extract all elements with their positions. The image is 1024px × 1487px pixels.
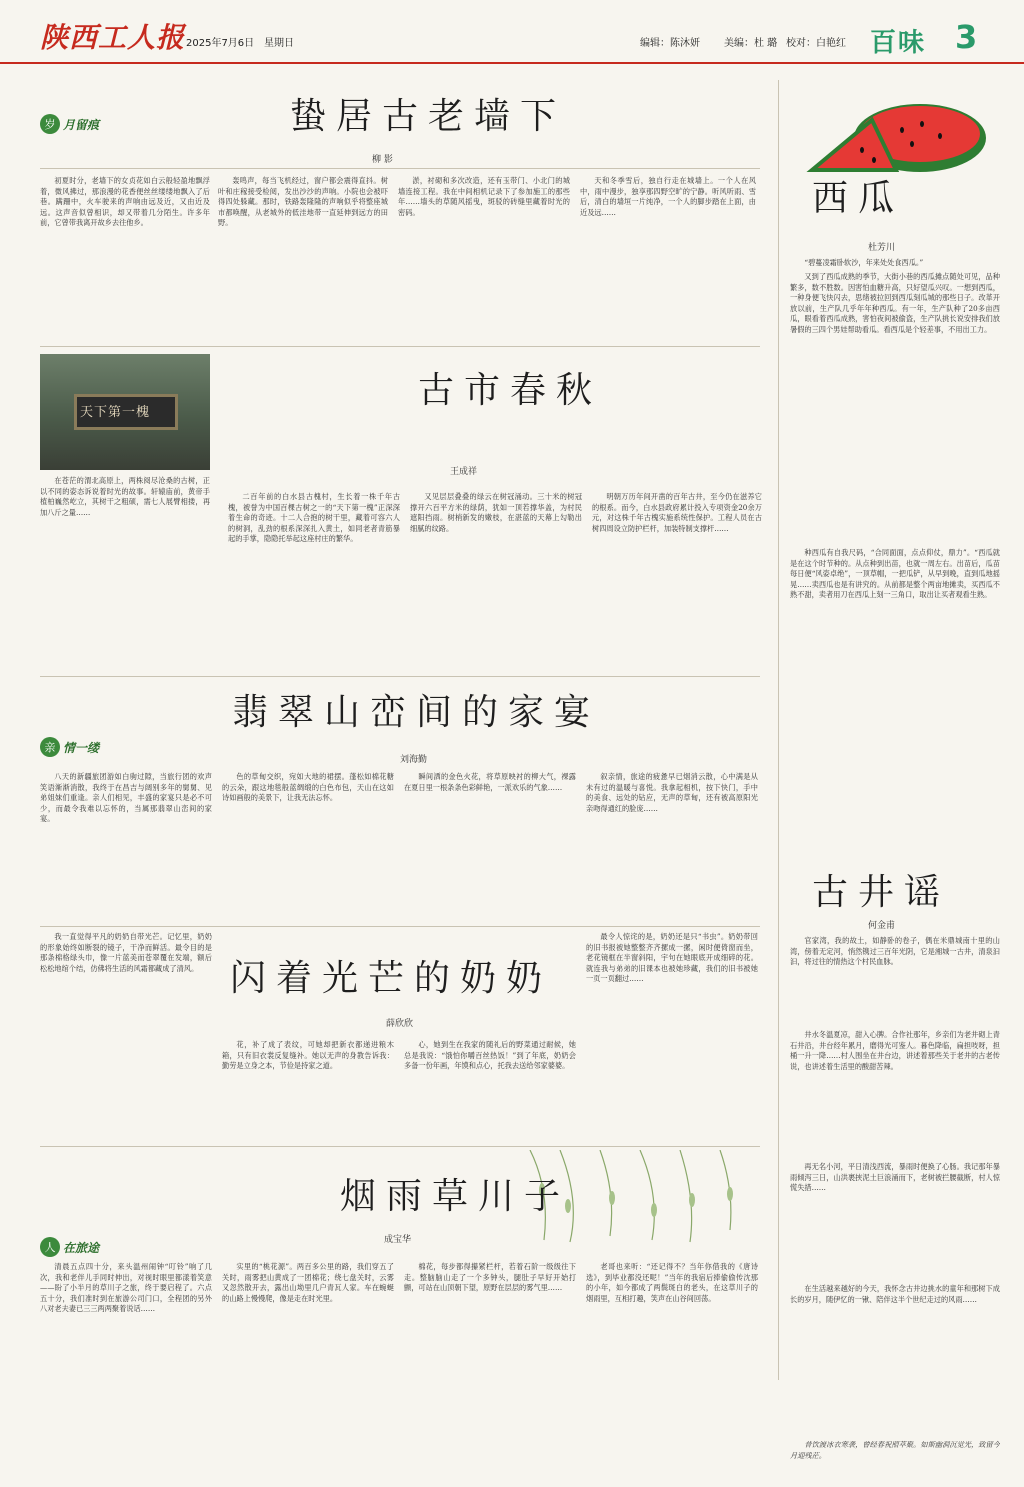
article-title-caochuanzi: 烟雨草川子 <box>340 1176 571 1217</box>
article-author-zheju: 柳 影 <box>372 155 393 165</box>
watermelon-illustration <box>792 80 992 176</box>
newspaper-logo: 陕西工人报 <box>40 21 186 54</box>
paragraph: 清晨五点四十分，来头温州闹钟“叮铃”响了几次，我和老伴儿手同时伸出，对视时眼里都漾着笑意——盼了小半月的草川子之旅，终于要启程了。六点五十分，我们准时到在旅游公司门口，全程团的另外八对老夫妻已三三两两聚着说话…… <box>40 1262 212 1313</box>
article-body-column <box>40 176 210 344</box>
paragraph: 叙亲情，旅途的疲惫早已烟消云散，心中满是从未有过的温暖与喜悦。我拿起相机，按下快门，手中的美食、远处的钻应，无声的草甸，还有被高原阳光亲吻得通红的脸庞…… <box>586 772 758 813</box>
article-body-column <box>790 548 1000 836</box>
photo-ancient-tree-plaque <box>40 354 210 470</box>
editor-credit: 编辑：陈沐妍 <box>640 38 700 49</box>
article-title-gujingyao: 古井谣 <box>812 872 951 913</box>
tag-circle: 亲 <box>40 737 60 757</box>
article-title-jiayan: 翡翠山峦间的家宴 <box>232 692 601 733</box>
paragraph: 实里的“桃花源”。两百多公里的路，我们穿五了关时，雨雾把山黄成了一团棉花；绕七盘关时，云雾又忽然散开去，露出山坳里几户青瓦人家。车在蜿蜒的山路上慢慢爬，像是走在时光里。 <box>222 1262 394 1303</box>
plaque-text: 天下第一槐 <box>80 405 151 420</box>
paragraph: 在苍茫的渭北高原上，两株阅尽沧桑的古树，正以不同的姿态诉说着时光的故事。轩辕庙前，黄帝手植柏巍然屹立，其树干之粗硕，需七人展臂相搂，再加八斤之量…… <box>40 476 210 517</box>
article-body-column <box>790 1030 1000 1160</box>
paragraph: 在生活越来越好的今天，我怀念古井边挑水的童年和那树下成长的岁月，随伊忆的一锹、陪伴这半个世纪走过的风雨…… <box>790 1284 1000 1304</box>
article-author-gushi: 王成祥 <box>450 467 478 477</box>
article-body-column <box>228 492 400 660</box>
article-title-nainai: 闪着光芒的奶奶 <box>230 958 553 999</box>
article-body-column <box>40 1262 212 1472</box>
article-body-column <box>222 1262 394 1472</box>
divider <box>40 168 760 169</box>
article-body-column <box>586 932 758 1138</box>
article-author-jiayan: 刘海勤 <box>400 755 428 765</box>
article-body-column <box>790 936 1000 1028</box>
paragraph: 明朝万历年间开凿的百年古井，至今仍在滋养它的根系。而今，白水县政府累计投入专项资金20余万元，对这株千年古槐实施系统性保护。工程人员在古树四周设立防护栏杆，加装特制支撑杆…… <box>592 492 762 533</box>
tag-label: 在旅途 <box>63 1240 100 1255</box>
paragraph: 八天的新疆旅团游如白驹过隙，当旅行团的欢声笑语渐渐消散，我终于在昌吉与阔别多年的舅舅、见弟姐妹们重逢。亲人们相见，丰盛的家宴只是必不可少，而最令我难以忘怀的，当属那翡翠山峦间的家宴。 <box>40 772 212 823</box>
article-body-column <box>404 772 576 918</box>
column-tag-qingyilv <box>40 736 99 758</box>
paragraph: 初夏时分，老墙下的女贞花如白云般轻盈地飘浮着，微风拂过，那浪漫的花香便丝丝缕缕地飘入了后巷。蹒跚中，火车驶来的声响由远及近，又由近及远。这声音似曾相识，却又带着几分陌生。许多年前，它曾带我离开故乡去往他乡。 <box>40 176 210 227</box>
divider <box>40 926 760 927</box>
article-body-column <box>398 176 570 344</box>
paragraph: 淤，衬砌和多次改造，还有玉带门、小北门的城墙连接工程。我在中间相机记录下了参加施工的那些年……墙头的草随风摇曳，斑驳的砖缝里藏着时光的密码。 <box>398 176 570 217</box>
issue-weekday: 星期日 <box>264 38 294 49</box>
paragraph: 老哥也来听：“还记得不？当年你借我的《唐诗选》，到毕业都没还呢！”当年的我宿后捧偷偷传沈那的小年，如今都成了两鬓斑白的老头，在这草川子的烟雨里，互相打趣，笑声在山谷间回荡。 <box>586 1262 758 1303</box>
paragraph: 棉花，每步都得攥紧栏杆，若着石阶一级级往下走。整脑脑山走了一个多钟头，腿肚子早好开始打颤，可站在山顶朝下望，原野在层层的雾气里…… <box>404 1262 576 1292</box>
paragraph: 二百年前的白水县古槐村，生长着一株千年古槐，被誉为中国百棵古树之一的“天下第一槐”正深深着生命的奇迹。十二人合抱的树干里，藏着可容六人的树洞，乱劲的根系深深扎入黄土，如同老者青筋暴起的手掌，隐隐托举起这座村庄的繁华。 <box>228 492 400 543</box>
masthead <box>0 0 1024 64</box>
poem-line: 昔饮渡冰衣寒袭，曾经春祝照萃聚。如斯幽洞沉觉光，致留今月迎残茫。 <box>790 1440 1000 1460</box>
divider <box>40 676 760 677</box>
tag-circle: 岁 <box>40 114 60 134</box>
paragraph: 官家湾，我的故土，如静卧的卷子，偶在米鼎城南十里的山湾，傍着无定河，悄然镌过三百年光阴，它是湘城一古井，清泉汩汩，将过往的情热这个村民血脉。 <box>790 936 1000 966</box>
paragraph: 再无名小河，平日清浅西流，暴雨时便换了心肠。我记那年暴雨倾泻三日，山洪裹挟泥土巨浪涌而下，老树被拦腰截断，村人惊慌失措…… <box>790 1162 1000 1192</box>
article-body-column <box>586 772 758 918</box>
designer-credit: 美编：杜 璐 <box>724 38 778 49</box>
paragraph: 天和冬季雪后，独自行走在城墙上。一个人在风中，雨中漫步，独享那四野空旷的宁静。听风听雨、雪后，清白的墙垣一片纯净，一个人的脚步踏在上面，由近及远…… <box>580 176 756 217</box>
tag-label: 情一缕 <box>63 740 100 755</box>
article-quote <box>790 258 1000 272</box>
column-tag-yueliuhen <box>40 113 99 135</box>
paragraph: 轰鸣声，每当飞机经过，窗户都会震得直抖。树叶和庄稼接受检阅，发出沙沙的声响。小院也会被吓得四处躲藏。那时，铁路轰隆隆的声响似乎将整座城市都唤醒，从老城外的低洼地带一直延伸到远方的田野。 <box>218 176 388 227</box>
tag-circle: 人 <box>40 1237 60 1257</box>
article-title-zheju: 蛰居古老墙下 <box>290 96 567 137</box>
article-body-column <box>586 1262 758 1472</box>
paragraph: 花，补了成了表纹，可她却把新衣都递进粮木箱，只有旧衣裳反复缝补。她以无声的身教告诉我：勤劳是立身之本，节俭是持家之道。 <box>222 1040 394 1070</box>
article-body-column <box>410 492 582 660</box>
paragraph: 又到了西瓜成熟的季节，大街小巷的西瓜摊点随处可见，品种繁多，数不胜数。因害怕血糖升高，只好望瓜兴叹。一想到西瓜，一种身便飞快闪去，思绪被拉回到西瓜刻瓜城的那些日子。改革开放以前，生产队几乎年年种西瓜。有一年，生产队种了20多亩西瓜，眼看着西瓜成熟，害怕夜间被偷盗，生产队挑长说安排我们放暑假的三四个男娃帮助看瓜。看西瓜是个轻差事，不用出工力。 <box>790 272 1000 334</box>
paragraph: 井水冬温夏凉，甜入心脾。合作社那年，乡亲们为老井砌上青石井沿，井台经年累月，磨得光可鉴人。暮色降临，扁担吱呀，担桶一升一降……村人围坐在井台边，讲述着那些关于老井的古老传说，也讲述着生活里的酸甜苦辣。 <box>790 1030 1000 1071</box>
divider <box>40 346 760 347</box>
photo-caption <box>40 476 210 664</box>
article-body-column <box>404 1040 576 1138</box>
article-body-column <box>222 772 394 918</box>
article-body-column <box>40 772 212 918</box>
paragraph: 又见层层叠叠的绿云在树冠涌动。三十米的树冠撑开六百平方米的绿荫，犹如一顶若撑华盖，为村民遮阳挡雨。树梢新发的嫩枝，在湛蓝的天幕上勾勒出细腻的纹路。 <box>410 492 582 533</box>
paragraph: 种西瓜有自我尺码，“合同面面，点点仰仗，鼎力”。“西瓜就是在这个时节种的。从点种到出苗，也就一周左右。出苗后，瓜苗每日便“风姿卓绝”，一顶草帽，一把瓜铲，从早到晚，直到瓜地摇晃……卖西瓜也是有讲究的。从前都是整个两亩地摊卖，买西瓜不熟不甜，卖者用刀在西瓜上刻一三角口，取出让买者观看生熟。 <box>790 548 1000 599</box>
article-body-column <box>580 176 756 344</box>
tag-label: 月留痕 <box>63 117 100 132</box>
article-body-column <box>592 492 762 660</box>
article-body-column <box>40 932 212 1082</box>
paragraph: 最令人惊诧的是，奶奶还是只“书虫”。奶奶带回的旧书报被她整整齐齐摞成一摞，闲时便倚窗而坐，老花镜框在半窗斜阳，宇句在她眼底开成细碎的花。就连我与弟弟的旧课本也被她珍藏，我们的旧书被她一页一页翻过…… <box>586 932 758 983</box>
paragraph: 心，她到生在我家的随礼后的野菜通过耐候，她总是我说：“饿怕你嚼百丝热饭！”到了年底，奶奶会多备一份年画，年馍和点心，托我去送给邻家婆婆。 <box>404 1040 576 1070</box>
divider <box>40 1146 760 1147</box>
article-author-xigua: 杜芳川 <box>868 243 896 253</box>
article-body-column <box>790 1162 1000 1282</box>
article-body-column <box>790 272 1000 542</box>
column-tag-zailvtu <box>40 1236 99 1258</box>
article-title-xigua: 西瓜 <box>812 178 905 219</box>
article-author-caochuanzi: 成宝华 <box>384 1235 412 1245</box>
proofreader-credit: 校对：白艳红 <box>786 38 846 49</box>
article-author-nainai: 薛欣欣 <box>386 1019 414 1029</box>
article-body-column <box>404 1262 576 1472</box>
paragraph: 色的草甸交织，宛如大地的裙摆。蓬松如棉花糖的云朵，跟这地毯般蓝绸缎的白色布包，天山在这如诗如画般的美景下，让我无法忘怀。 <box>222 772 394 802</box>
article-body-column <box>222 1040 394 1138</box>
issue-date: 2025年7月6日 <box>186 38 255 49</box>
article-author-gujingyao: 何金甫 <box>868 921 896 931</box>
article-poem <box>790 1440 1000 1472</box>
article-title-gushi: 古市春秋 <box>418 370 603 411</box>
article-body-column <box>218 176 388 344</box>
quote-line: “碧蔓凌霜卧软沙，年来处处食西瓜。” <box>804 258 924 267</box>
divider <box>778 80 779 1380</box>
paragraph: 瞬间洒的金色火花，将草原映衬的柳大气，裸露在夏日里一根条条色彩鲜艳，一派欢乐的气象…… <box>404 772 576 792</box>
article-body-column <box>790 1284 1000 1434</box>
section-name: 百味 <box>870 28 927 58</box>
page-number: 3 <box>955 18 978 56</box>
paragraph: 我一直觉得平凡的奶奶自带光芒。记忆里，奶奶的形象始终如断裂的镜子，干净而鲜活。最令目的是那条棉格绿头巾，像一片蓝美而苍翠覆在发端，额后松松地绾个结，仿佛将生活的风霜都藏成了清风。 <box>40 932 212 973</box>
